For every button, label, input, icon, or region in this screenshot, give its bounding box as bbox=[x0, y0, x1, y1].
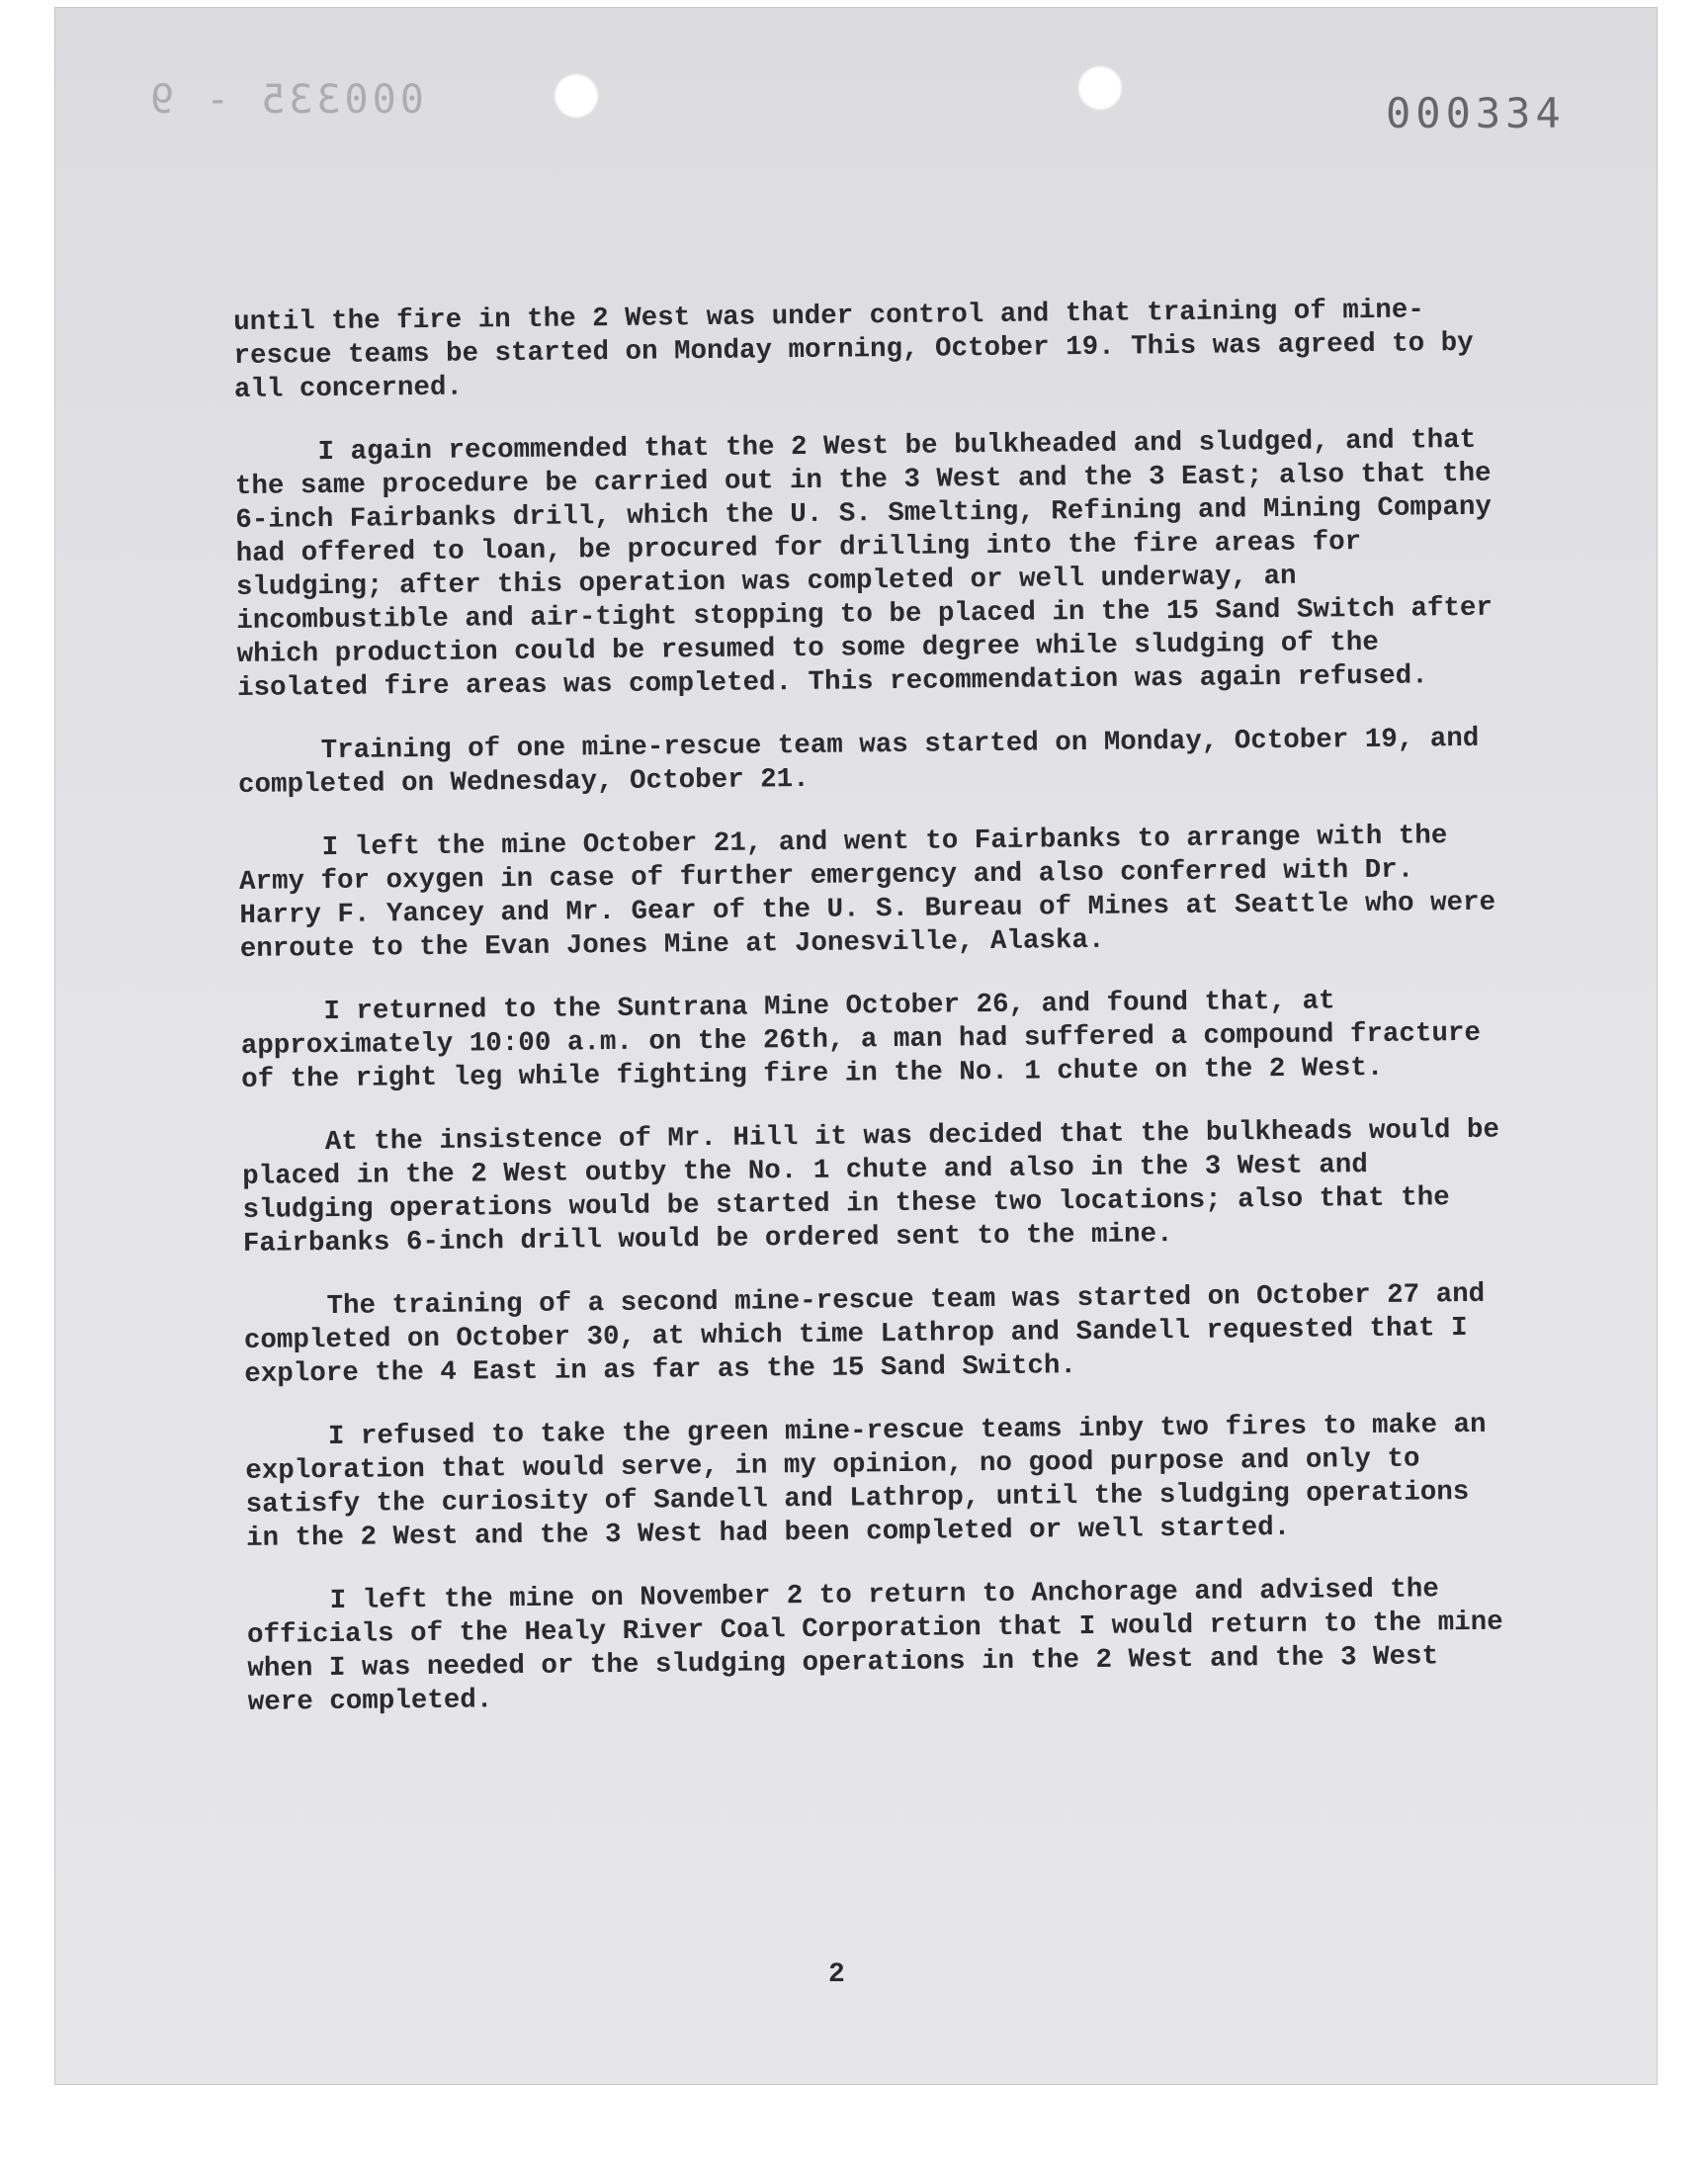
paragraph: I left the mine October 21, and went to Fairbanks to arrange with the Army for oxygen in case of further emergency and also conferred with Dr. Harry F. Yancey and Mr. Gear of the U. S. Bureau of Mines at Seattle who were enroute to the Evan Jones Mine at Jonesville, Alaska. bbox=[238, 821, 1496, 965]
paragraph: I returned to the Suntrana Mine October 26, and found that, at approximately 10:00 a.m. on the 26th, a man had suffered a compound fracture of the right leg while fighting fire in the No. 1 chute on the 2 West. bbox=[240, 986, 1482, 1095]
page-number: 2 bbox=[828, 1959, 845, 1990]
paragraph: The training of a second mine-rescue team was started on October 27 and completed on October 30, at which time Lathrop and Sandell requested that I explore the 4 East in as far as the 15 Sand Switch. bbox=[243, 1278, 1486, 1390]
document-body bbox=[233, 294, 1513, 1750]
paragraph: At the insistence of Mr. Hill it was decided that the bulkheads would be placed in the 2 West outby the No. 1 chute and also in the 3 West and sludging operations would be started in these two locations; also that the Fairbanks 6-inch drill would be ordered sent to the mine. bbox=[242, 1114, 1500, 1260]
paragraph: Training of one mine-rescue team was started on Monday, October 19, and completed on Wednesday, October 21. bbox=[237, 723, 1480, 801]
paragraph: I again recommended that the 2 West be bulkheaded and sludged, and that the same procedure be carried out in the 3 West and the 3 East; also that the 6-inch Fairbanks drill, which the U. S. Smelting, Refining and Mining Company had offered to loan, be procured for drilling into the fire areas for sludging; after this operation was completed or well underway, an incombustible and air-tight stopping to be placed in the 15 Sand Switch after which production could be resumed to some degree while sludging of the isolated fire areas was completed. This recommendation was again refused. bbox=[234, 424, 1494, 704]
paragraph: I left the mine on November 2 to return to Anchorage and advised the officials of the Healy River Coal Corporation that I would return to the mine when I was needed or the sludging operations in the 2 West and the 3 West were completed. bbox=[246, 1574, 1503, 1718]
document-number-stamp: 000334 bbox=[1386, 89, 1566, 137]
punch-hole-right bbox=[1077, 65, 1123, 111]
paragraph: until the fire in the 2 West was under control and that training of mine-rescue teams be started on Monday morning, October 19. This was agreed to by all concerned. bbox=[233, 295, 1474, 405]
paragraph: I refused to take the green mine-rescue teams inby two fires to make an exploration that would serve, in my opinion, no good purpose and only to satisfy the curiosity of Sandell and Lathrop, until the sludging operations in the 2 West and the 3 West had been completed or well started. bbox=[245, 1409, 1487, 1554]
punch-hole-left bbox=[554, 73, 599, 119]
bleed-through-stamp: 000335 - 9 bbox=[146, 77, 424, 123]
